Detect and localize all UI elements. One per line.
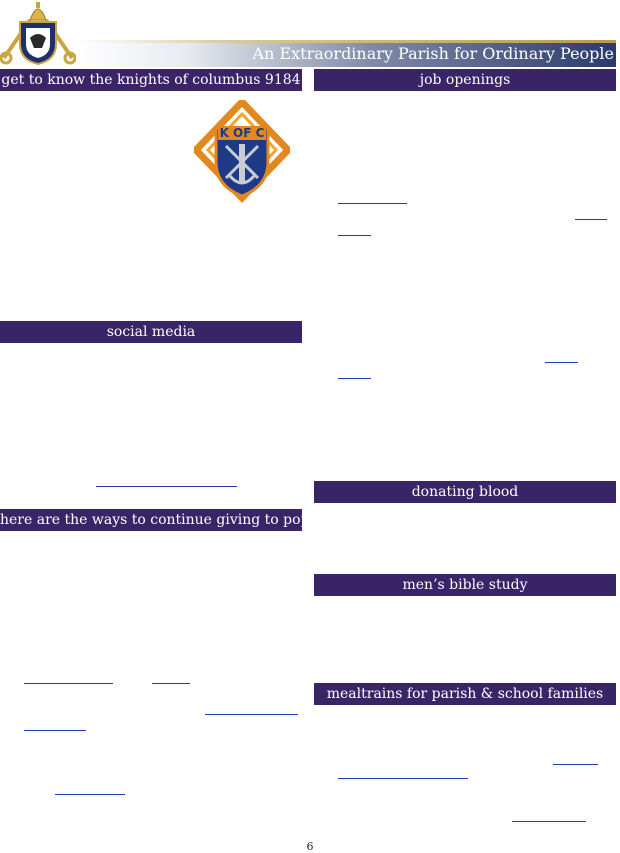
kofc-emblem-icon bbox=[194, 100, 290, 210]
jobs-link-5[interactable] bbox=[338, 378, 371, 379]
header-tagline: An Extraordinary Parish for Ordinary People bbox=[252, 44, 614, 63]
mealtrains-link-2[interactable] bbox=[338, 778, 468, 779]
parish-crest-icon bbox=[0, 0, 76, 66]
giving-link-2[interactable] bbox=[152, 683, 190, 684]
mealtrains-section-title: mealtrains for parish & school families bbox=[314, 683, 616, 705]
giving-link-5[interactable] bbox=[55, 794, 125, 795]
jobs-link-4[interactable] bbox=[545, 362, 578, 363]
knights-section-title: get to know the knights of columbus 9184 bbox=[0, 69, 302, 91]
jobs-link-1[interactable] bbox=[338, 203, 407, 204]
jobs-link-2[interactable] bbox=[575, 219, 607, 220]
giving-link-1[interactable] bbox=[24, 683, 113, 684]
mealtrains-link-1[interactable] bbox=[553, 764, 598, 765]
social-media-link[interactable] bbox=[96, 486, 237, 487]
giving-link-3[interactable] bbox=[205, 714, 298, 715]
blood-section-title: donating blood bbox=[314, 481, 616, 503]
social-media-section-title: social media bbox=[0, 321, 302, 343]
jobs-section-title: job openings bbox=[314, 69, 616, 91]
jobs-link-3[interactable] bbox=[338, 235, 371, 236]
giving-link-4[interactable] bbox=[24, 730, 86, 731]
kofc-emblem-letters: K OF C bbox=[219, 126, 265, 140]
bible-study-section-title: men’s bible study bbox=[314, 574, 616, 596]
mealtrains-link-3[interactable] bbox=[512, 821, 586, 822]
giving-section-title: here are the ways to continue giving to pop bbox=[0, 509, 302, 531]
page-number: 6 bbox=[306, 840, 314, 853]
